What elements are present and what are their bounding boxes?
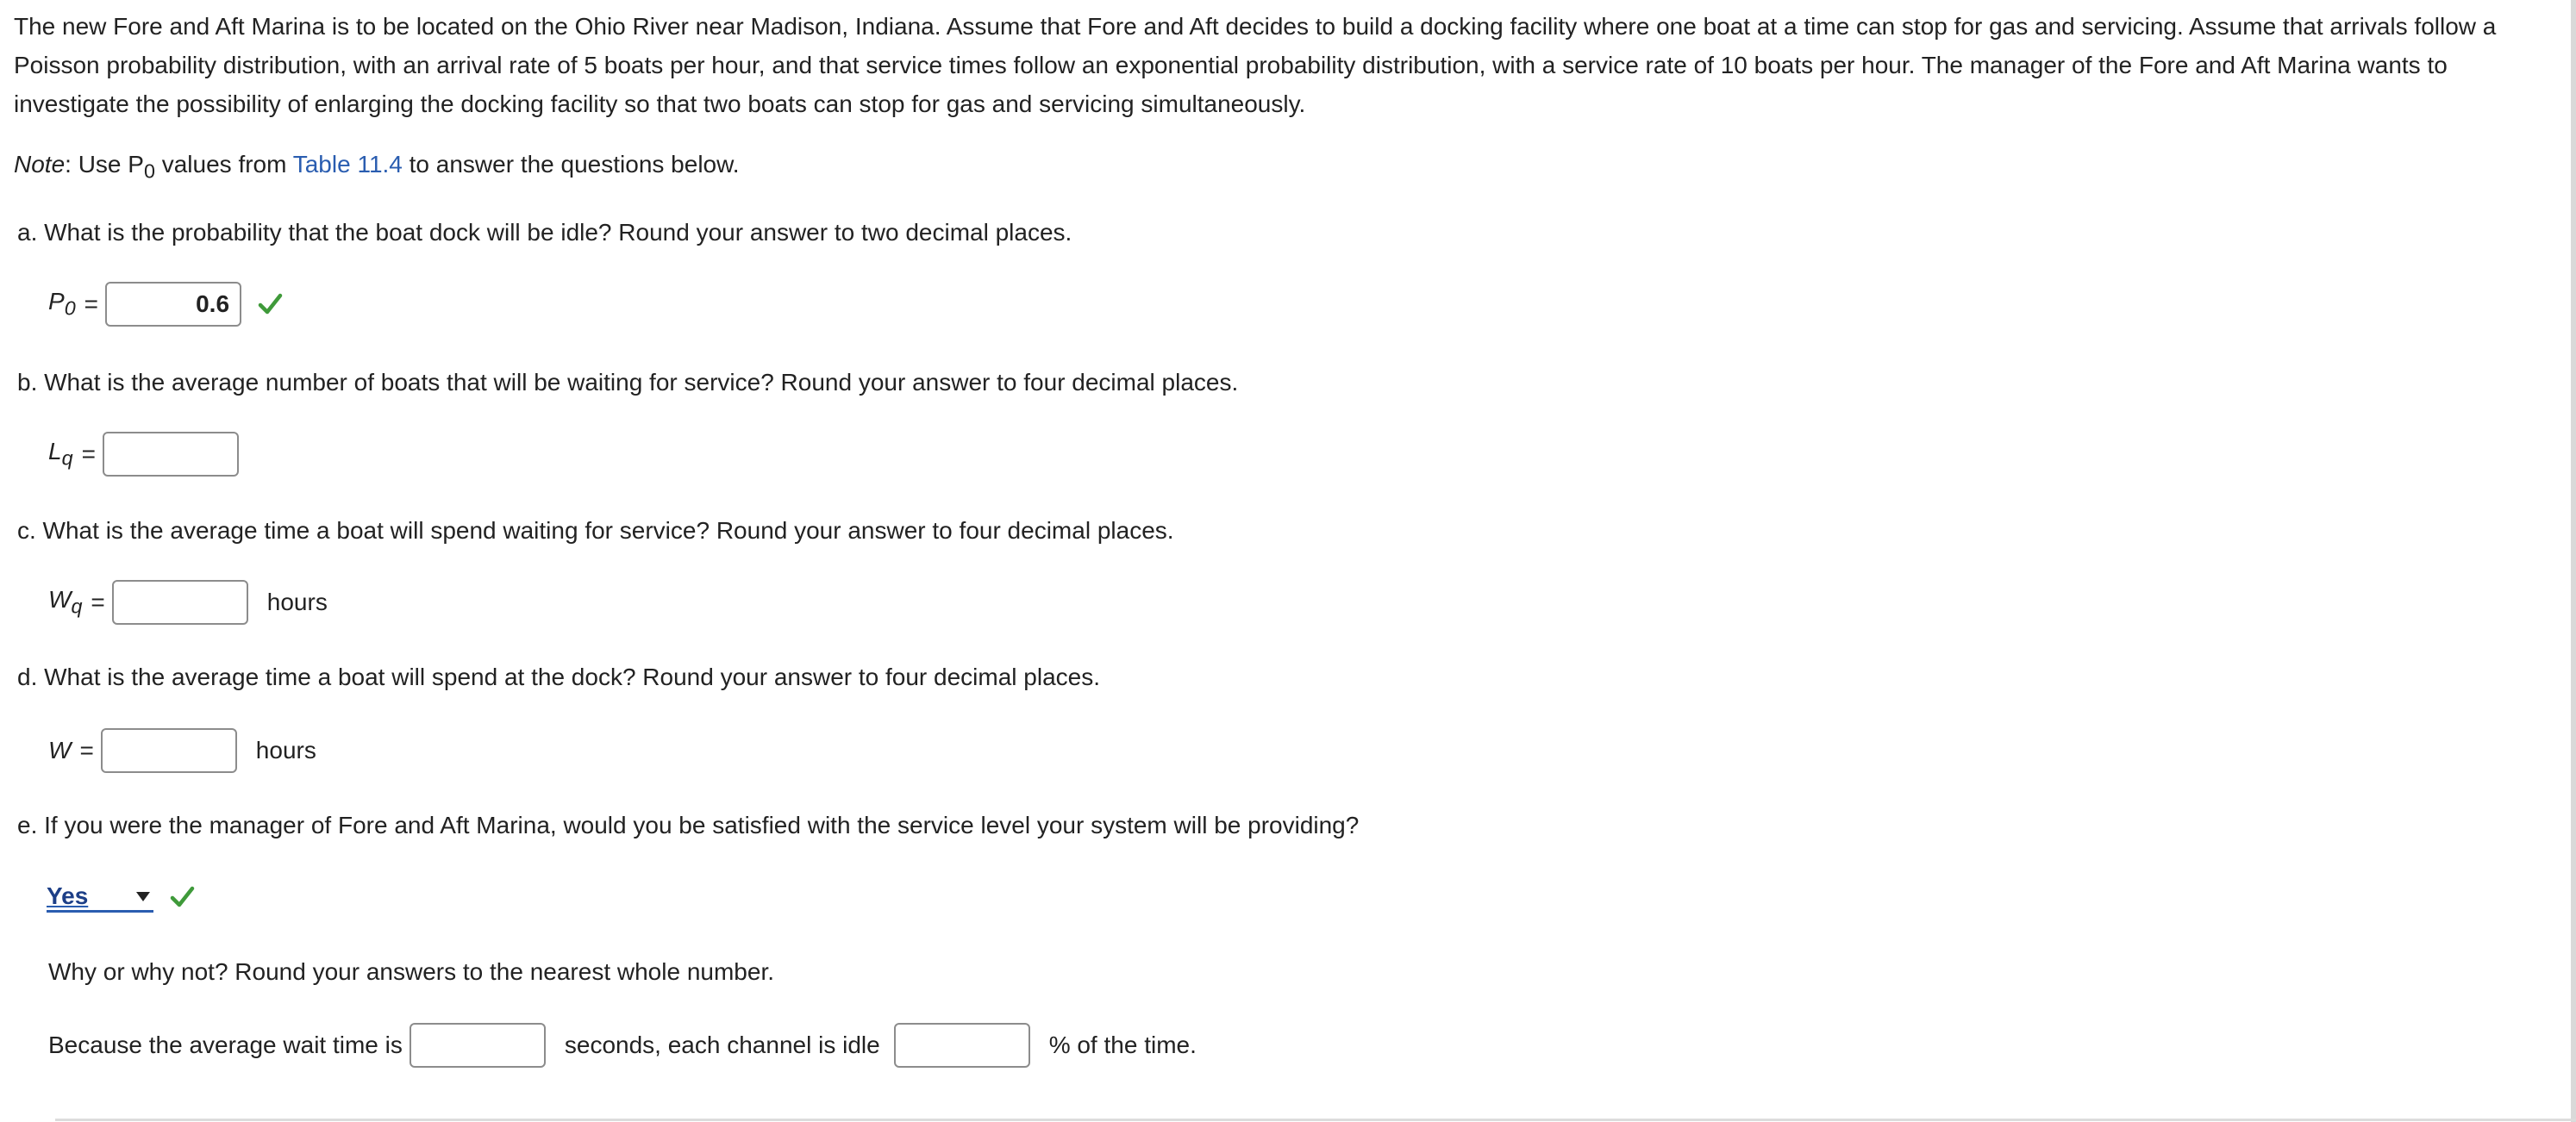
var-wq-symbol: W: [48, 586, 72, 614]
var-lq-symbol: L: [48, 438, 62, 465]
p0-input[interactable]: [105, 282, 241, 327]
satisfied-select-value: Yes: [47, 882, 89, 909]
var-wq: [48, 586, 82, 619]
var-p0: [48, 288, 76, 321]
var-p0-symbol: P: [48, 288, 65, 315]
note-middle: values from: [154, 151, 293, 178]
equals-sign: =: [91, 589, 105, 615]
question-c: c. What is the average time a boat will spend waiting for service? Round your answer to four decimal places.: [17, 517, 1174, 544]
scrollbar-track[interactable]: [2571, 0, 2576, 1122]
because-prefix: Because the average wait time is: [48, 1032, 403, 1058]
note-prefix: : Use P: [65, 151, 144, 178]
var-lq-sub: q: [61, 446, 73, 470]
question-a: a. What is the probability that the boat dock will be idle? Round your answer to two decimal places.: [17, 219, 1072, 246]
equals-sign: =: [79, 737, 94, 764]
equals-sign: =: [84, 290, 99, 317]
question-b: b. What is the average number of boats that will be waiting for service? Round your answer to four decimal places.: [17, 369, 1239, 396]
wait-seconds-input[interactable]: [410, 1023, 546, 1068]
satisfied-select[interactable]: [47, 882, 153, 913]
var-wq-sub: q: [71, 595, 83, 618]
unit-hours: hours: [255, 737, 316, 764]
note-suffix: to answer the questions below.: [402, 151, 740, 178]
because-row: [48, 1022, 1197, 1069]
var-p0-sub: 0: [64, 296, 76, 320]
answer-row-d: [48, 727, 316, 774]
var-w: W: [48, 737, 72, 764]
because-middle: seconds, each channel is idle: [564, 1032, 880, 1058]
because-suffix: % of the time.: [1048, 1032, 1197, 1058]
answer-row-c: [48, 579, 328, 626]
table-link[interactable]: Table 11.4: [292, 151, 403, 178]
problem-statement: The new Fore and Aft Marina is to be located on the Ohio River near Madison, Indiana. Assume that Fore and Aft decides to build a docking facility where one boat at a time can stop for gas and servicing. Assume that arrivals follow a Poisson probability distribution, with an arrival rate of 5 boats per hour, and that service times follow an exponential probability distribution, with a service rate of 10 boats per hour. The manager of the Fore and Aft Marina wants to investigate the possibility of enlarging the docking facility so that two boats can stop for gas and servicing simultaneously.: [14, 13, 2497, 117]
var-lq: [48, 438, 73, 471]
lq-input[interactable]: [103, 432, 239, 477]
note-sub: 0: [143, 159, 155, 183]
checkmark-icon: [169, 884, 195, 910]
why-prompt: Why or why not? Round your answers to the nearest whole number.: [48, 958, 774, 985]
checkmark-icon: [257, 291, 283, 317]
note-label: Note: [14, 151, 66, 178]
divider: [55, 1119, 2576, 1121]
question-e: e. If you were the manager of Fore and Aft Marina, would you be satisfied with the service level your system will be providing?: [17, 812, 1360, 838]
idle-percent-input[interactable]: [894, 1023, 1030, 1068]
wq-input[interactable]: [112, 580, 248, 625]
answer-row-b: [48, 431, 239, 477]
note: [14, 145, 740, 191]
chevron-down-icon: [136, 892, 150, 901]
answer-row-a: [48, 281, 283, 327]
w-input[interactable]: [101, 728, 237, 773]
answer-row-e: [47, 874, 195, 920]
unit-hours: hours: [266, 589, 328, 615]
equals-sign: =: [81, 440, 96, 467]
question-d: d. What is the average time a boat will spend at the dock? Round your answer to four decimal places.: [17, 664, 1101, 690]
